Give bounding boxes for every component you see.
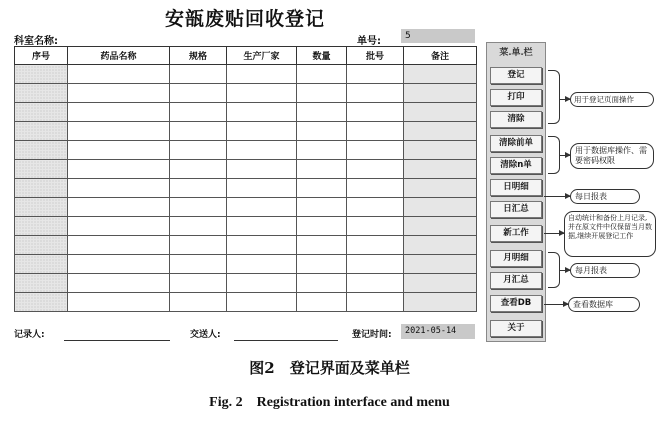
table-cell[interactable] (297, 84, 347, 103)
table-cell[interactable] (15, 217, 68, 236)
table-cell[interactable] (68, 179, 170, 198)
table-cell[interactable] (404, 198, 477, 217)
table-row (15, 274, 477, 293)
table-cell[interactable] (15, 236, 68, 255)
table-row (15, 160, 477, 179)
table-cell[interactable] (227, 217, 297, 236)
table-cell[interactable] (404, 84, 477, 103)
table-row (15, 65, 477, 84)
table-cell[interactable] (297, 122, 347, 141)
table-cell[interactable] (170, 293, 227, 312)
table-cell[interactable] (347, 122, 404, 141)
table-cell[interactable] (227, 103, 297, 122)
table-cell[interactable] (227, 84, 297, 103)
annotation-monthly-report: 每月报表 (570, 263, 640, 278)
table-row (15, 103, 477, 122)
table-cell[interactable] (227, 122, 297, 141)
table-cell[interactable] (227, 255, 297, 274)
table-cell[interactable] (15, 122, 68, 141)
column-header-manufacturer: 生产厂家 (227, 47, 297, 65)
table-cell[interactable] (404, 179, 477, 198)
table-cell[interactable] (227, 236, 297, 255)
table-cell[interactable] (297, 217, 347, 236)
table-cell[interactable] (170, 255, 227, 274)
table-cell[interactable] (68, 65, 170, 84)
daily-summary-button[interactable]: 日汇总 (490, 201, 542, 218)
table-cell[interactable] (347, 179, 404, 198)
table-cell[interactable] (404, 160, 477, 179)
arrow-daily-report (544, 196, 570, 197)
table-cell[interactable] (347, 84, 404, 103)
table-cell[interactable] (170, 141, 227, 160)
table-cell[interactable] (347, 160, 404, 179)
table-cell[interactable] (347, 255, 404, 274)
table-cell[interactable] (15, 274, 68, 293)
annotation-page-ops: 用于登记页面操作 (570, 92, 654, 107)
about-button[interactable]: 关于 (490, 320, 542, 337)
table-cell[interactable] (170, 217, 227, 236)
order-number-label: 单号: (357, 36, 381, 47)
table-cell[interactable] (15, 198, 68, 217)
table-row (15, 122, 477, 141)
recorder-label: 记录人: (14, 330, 45, 340)
sender-label: 交送人: (190, 330, 221, 340)
table-cell[interactable] (227, 160, 297, 179)
sender-field-line[interactable] (234, 340, 338, 341)
table-cell[interactable] (404, 236, 477, 255)
table-cell[interactable] (297, 103, 347, 122)
table-cell[interactable] (404, 141, 477, 160)
table-cell[interactable] (297, 236, 347, 255)
table-cell[interactable] (170, 65, 227, 84)
new-work-button[interactable]: 新工作 (490, 225, 542, 242)
annotation-new-work: 自动统计和备份上月记录,并在原文件中仅保留当月数据,继续开展登记工作 (564, 211, 656, 257)
table-row (15, 217, 477, 236)
table-cell[interactable] (347, 103, 404, 122)
table-cell[interactable] (297, 274, 347, 293)
annotation-view-db: 查看数据库 (568, 297, 640, 312)
daily-detail-button[interactable]: 日明细 (490, 179, 542, 196)
menu-title: 菜.单.栏 (499, 48, 533, 58)
register-button[interactable]: 登记 (490, 67, 542, 84)
table-cell[interactable] (297, 198, 347, 217)
table-cell[interactable] (170, 236, 227, 255)
table-cell[interactable] (297, 293, 347, 312)
arrow-db-ops (560, 155, 570, 156)
table-cell[interactable] (15, 293, 68, 312)
table-cell[interactable] (15, 160, 68, 179)
clear-button[interactable]: 清除 (490, 111, 542, 128)
table-row (15, 236, 477, 255)
table-cell[interactable] (170, 198, 227, 217)
table-cell[interactable] (170, 274, 227, 293)
table-cell[interactable] (15, 179, 68, 198)
arrow-page-ops (560, 99, 570, 100)
table-row (15, 255, 477, 274)
table-row (15, 141, 477, 160)
table-cell[interactable] (404, 255, 477, 274)
table-cell[interactable] (227, 293, 297, 312)
column-header-drug-name: 药品名称 (68, 47, 170, 65)
figure-caption-cn: 图2 登记界面及菜单栏 (249, 359, 410, 377)
table-cell[interactable] (297, 160, 347, 179)
column-header-batch: 批号 (347, 47, 404, 65)
table-cell[interactable] (227, 141, 297, 160)
table-cell[interactable] (347, 141, 404, 160)
print-button[interactable]: 打印 (490, 89, 542, 106)
table-cell[interactable] (15, 255, 68, 274)
arrow-new-work (544, 233, 564, 234)
table-cell[interactable] (297, 255, 347, 274)
bracket-db-ops (548, 136, 560, 174)
table-cell[interactable] (170, 84, 227, 103)
date-field[interactable]: 2021-05-14 (401, 324, 475, 339)
table-cell[interactable] (170, 160, 227, 179)
monthly-summary-button[interactable]: 月汇总 (490, 272, 542, 289)
table-header-row (15, 47, 477, 65)
table-cell[interactable] (68, 255, 170, 274)
table-cell[interactable] (347, 274, 404, 293)
form-title: 安瓿废贴回收登记 (164, 8, 325, 30)
table-cell[interactable] (68, 160, 170, 179)
table-cell[interactable] (227, 179, 297, 198)
table-cell[interactable] (297, 179, 347, 198)
table-cell[interactable] (297, 141, 347, 160)
column-header-remark: 备注 (404, 47, 477, 65)
arrow-monthly-report (560, 270, 570, 271)
bracket-monthly (548, 252, 560, 288)
table-row (15, 84, 477, 103)
date-label: 登记时间: (352, 330, 392, 340)
table-cell[interactable] (404, 122, 477, 141)
annotation-daily-report: 每日报表 (570, 189, 640, 204)
table-cell[interactable] (68, 217, 170, 236)
table-cell[interactable] (15, 65, 68, 84)
table-cell[interactable] (404, 65, 477, 84)
table-cell[interactable] (15, 103, 68, 122)
table-cell[interactable] (170, 179, 227, 198)
order-number-field[interactable]: 5 (401, 29, 475, 43)
registration-table (14, 46, 477, 312)
table-cell[interactable] (404, 103, 477, 122)
table-cell[interactable] (297, 65, 347, 84)
table-cell[interactable] (68, 293, 170, 312)
table-cell[interactable] (68, 141, 170, 160)
clear-previous-button[interactable]: 清除前单 (490, 135, 542, 152)
clear-n-button[interactable]: 清除n单 (490, 157, 542, 174)
table-row (15, 198, 477, 217)
table-cell[interactable] (68, 84, 170, 103)
view-db-button[interactable]: 查看DB (490, 295, 542, 312)
table-cell[interactable] (170, 103, 227, 122)
table-cell[interactable] (347, 236, 404, 255)
dept-name-label: 科室名称: (14, 36, 58, 47)
table-cell[interactable] (404, 293, 477, 312)
table-cell[interactable] (68, 274, 170, 293)
arrow-view-db (544, 304, 568, 305)
table-cell[interactable] (15, 84, 68, 103)
table-cell[interactable] (68, 103, 170, 122)
table-row (15, 293, 477, 312)
table-cell[interactable] (68, 236, 170, 255)
annotation-db-ops: 用于数据库操作、需要密码权限 (570, 143, 654, 169)
column-header-spec: 规格 (170, 47, 227, 65)
table-cell[interactable] (347, 198, 404, 217)
monthly-detail-button[interactable]: 月明细 (490, 250, 542, 267)
recorder-field-line[interactable] (64, 340, 170, 341)
table-cell[interactable] (347, 217, 404, 236)
table-cell[interactable] (15, 141, 68, 160)
table-cell[interactable] (347, 293, 404, 312)
bracket-page-ops (548, 70, 560, 124)
table-cell[interactable] (347, 65, 404, 84)
table-cell[interactable] (68, 198, 170, 217)
column-header-index: 序号 (15, 47, 68, 65)
table-cell[interactable] (170, 122, 227, 141)
table-row (15, 179, 477, 198)
table-cell[interactable] (404, 217, 477, 236)
figure-caption-en: Fig. 2 Registration interface and menu (209, 395, 450, 410)
table-cell[interactable] (227, 274, 297, 293)
table-cell[interactable] (227, 198, 297, 217)
table-cell[interactable] (227, 65, 297, 84)
table-cell[interactable] (404, 274, 477, 293)
table-cell[interactable] (68, 122, 170, 141)
column-header-quantity: 数量 (297, 47, 347, 65)
